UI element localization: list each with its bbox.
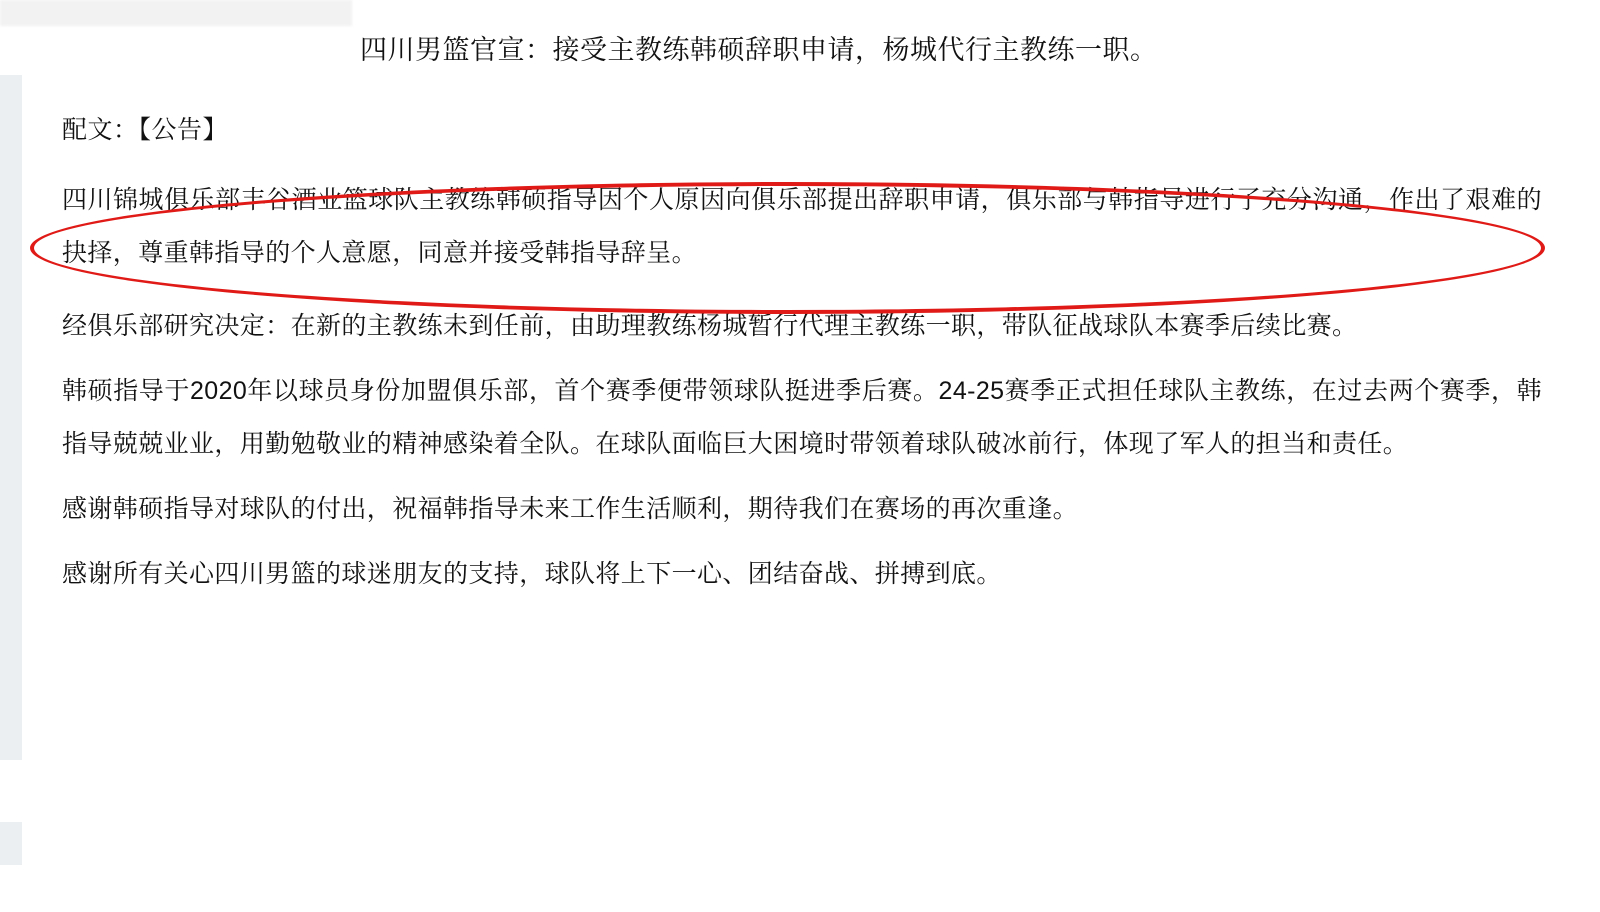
- page-headline: 四川男篮官宣：接受主教练韩硕辞职申请，杨城代行主教练一职。: [360, 35, 1158, 65]
- paragraph-4: 感谢韩硕指导对球队的付出，祝福韩指导未来工作生活顺利，期待我们在赛场的再次重逢。: [62, 495, 1079, 523]
- bottom-blank-strip: [0, 866, 1600, 912]
- paragraph-2: 经俱乐部研究决定：在新的主教练未到任前，由助理教练杨城暂行代理主教练一职，带队征战球队本赛季后续比赛。: [62, 312, 1358, 340]
- paragraph-5: 感谢所有关心四川男篮的球迷朋友的支持，球队将上下一心、团结奋战、拼搏到底。: [62, 560, 1002, 588]
- top-redacted-strip: [0, 0, 352, 26]
- paragraph-1: 四川锦城俱乐部丰谷酒业篮球队主教练韩硕指导因个人原因向俱乐部提出辞职申请，俱乐部与韩指导进行了充分沟通，作出了艰难的抉择，尊重韩指导的个人意愿，同意并接受韩指导辞呈。: [62, 186, 1542, 267]
- paragraph-3: 韩硕指导于2020年以球员身份加盟俱乐部，首个赛季便带领球队挺进季后赛。24-25赛季正式担任球队主教练，在过去两个赛季，韩指导兢兢业业，用勤勉敬业的精神感染着全队。在球队面临巨大困境时带领着球队破冰前行，体现了军人的担当和责任。: [62, 377, 1542, 458]
- article-body: [62, 108, 1542, 613]
- lead-label: 配文：【公告】: [62, 116, 229, 144]
- bottom-redacted-strip: [0, 760, 278, 822]
- left-gutter-strip: [0, 75, 22, 865]
